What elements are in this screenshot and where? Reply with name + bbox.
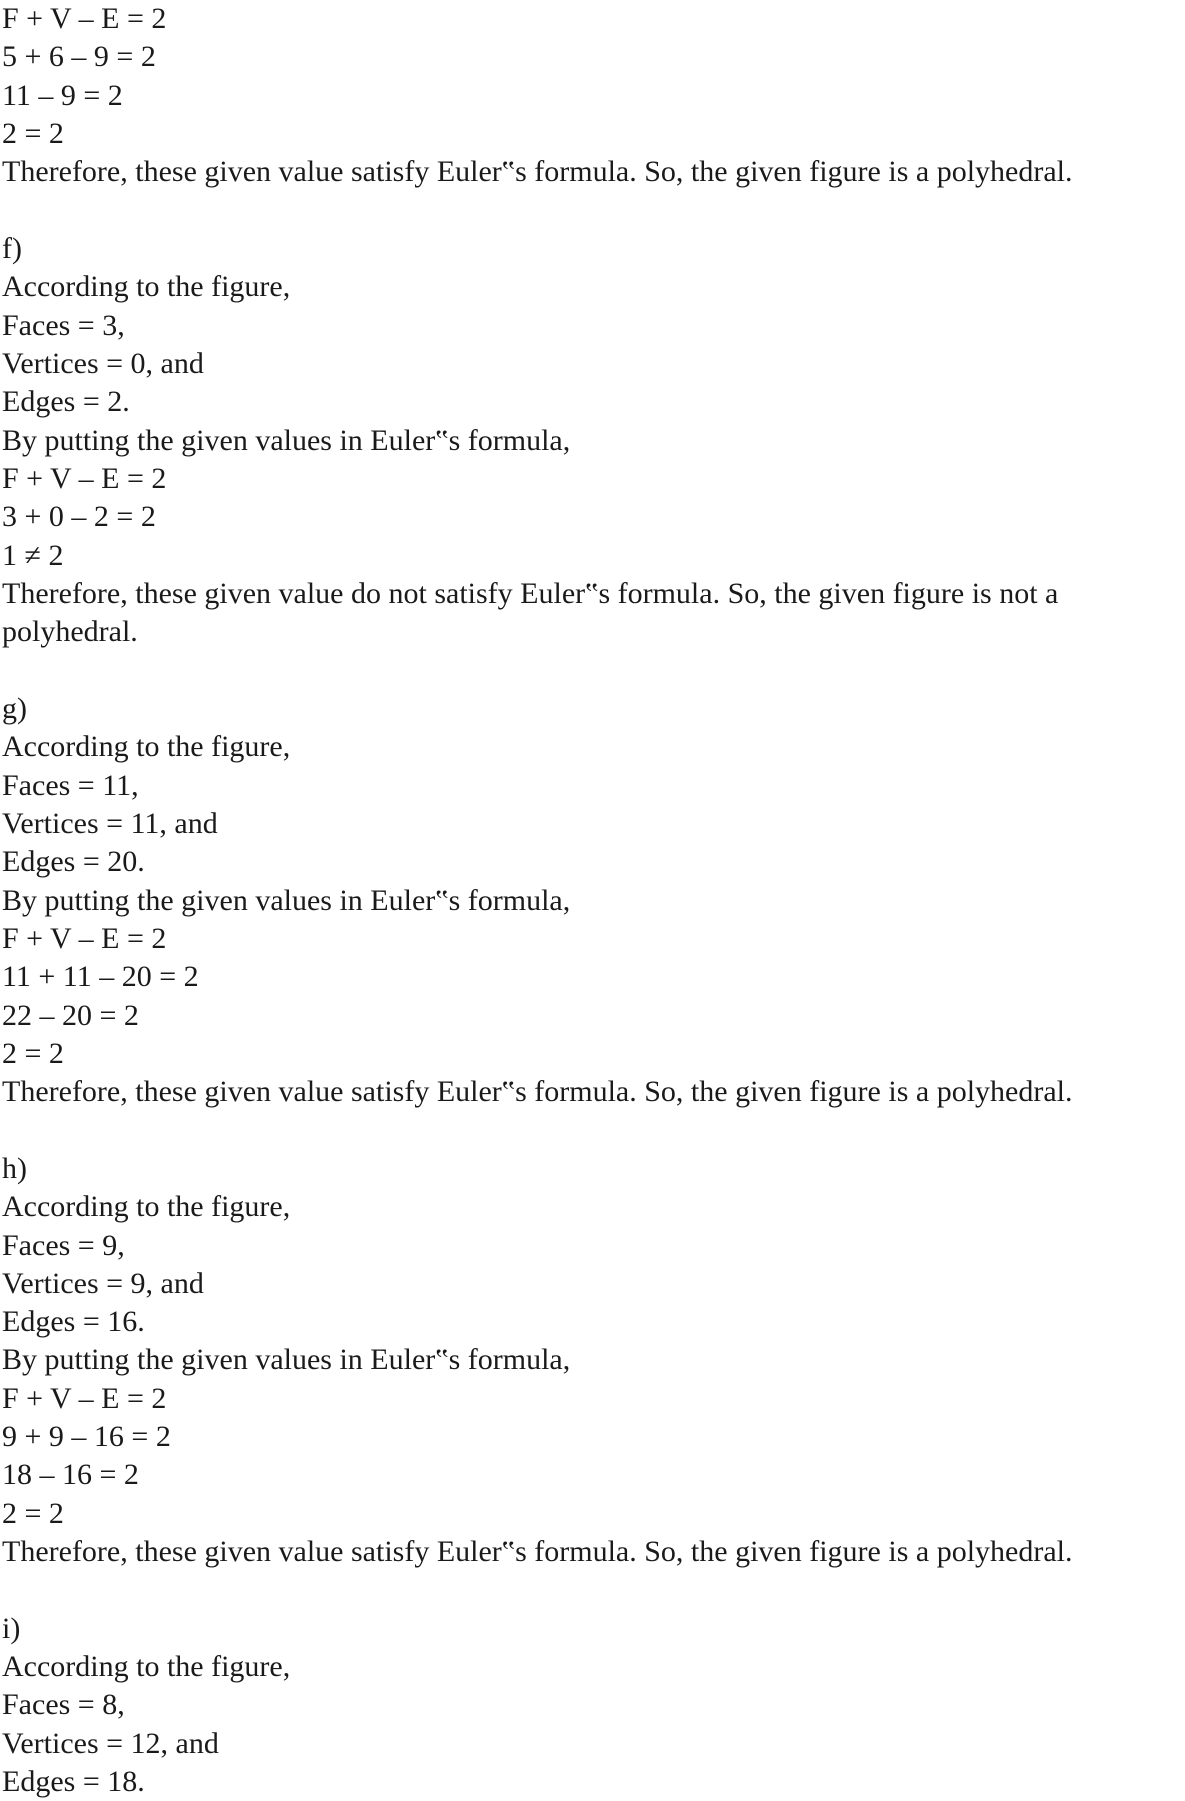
faces-line: Faces = 8, [2, 1688, 125, 1722]
edges-line: Edges = 2. [2, 385, 130, 419]
formula-line: F + V – E = 2 [2, 1381, 167, 1415]
formula-line: 18 – 16 = 2 [2, 1458, 139, 1492]
formula-line: 2 = 2 [2, 1036, 64, 1070]
method-line: By putting the given values in Euler‟s formula, [2, 423, 571, 457]
part-label-i: i) [2, 1611, 21, 1645]
intro-line: According to the figure, [2, 270, 291, 304]
formula-line: 1 ≠ 2 [2, 538, 64, 572]
part-label-h: h) [2, 1151, 27, 1185]
vertices-line: Vertices = 9, and [2, 1266, 204, 1300]
part-label-g: g) [2, 691, 27, 725]
conclusion-line-continued: polyhedral. [2, 615, 138, 649]
formula-line: 2 = 2 [2, 116, 64, 150]
formula-line: F + V – E = 2 [2, 921, 167, 955]
faces-line: Faces = 11, [2, 768, 139, 802]
conclusion-line: Therefore, these given value satisfy Euler‟s formula. So, the given figure is a polyhedral. [2, 155, 1073, 189]
spacer [0, 192, 1185, 230]
formula-line: 5 + 6 – 9 = 2 [2, 40, 156, 74]
spacer [0, 652, 1185, 690]
spacer [0, 1112, 1185, 1150]
method-line: By putting the given values in Euler‟s formula, [2, 883, 571, 917]
conclusion-line: Therefore, these given value satisfy Euler‟s formula. So, the given figure is a polyhedral. [2, 1075, 1073, 1109]
faces-line: Faces = 3, [2, 308, 125, 342]
formula-line: 11 – 9 = 2 [2, 78, 123, 112]
vertices-line: Vertices = 12, and [2, 1726, 219, 1760]
part-label-f: f) [2, 231, 22, 265]
formula-line: 9 + 9 – 16 = 2 [2, 1420, 171, 1454]
method-line: By putting the given values in Euler‟s formula, [2, 1343, 571, 1377]
conclusion-line: Therefore, these given value do not satisfy Euler‟s formula. So, the given figure is not a [2, 576, 1059, 610]
spacer [0, 1571, 1185, 1609]
formula-line: 3 + 0 – 2 = 2 [2, 500, 156, 534]
formula-line: 2 = 2 [2, 1496, 64, 1530]
conclusion-line: Therefore, these given value satisfy Euler‟s formula. So, the given figure is a polyhedral. [2, 1535, 1073, 1569]
vertices-line: Vertices = 0, and [2, 346, 204, 380]
edges-line: Edges = 20. [2, 845, 145, 879]
edges-line: Edges = 16. [2, 1305, 145, 1339]
intro-line: According to the figure, [2, 730, 291, 764]
formula-line: F + V – E = 2 [2, 2, 167, 35]
edges-line: Edges = 18. [2, 1765, 145, 1799]
vertices-line: Vertices = 11, and [2, 806, 218, 840]
formula-line: F + V – E = 2 [2, 461, 167, 495]
formula-line: 22 – 20 = 2 [2, 998, 139, 1032]
intro-line: According to the figure, [2, 1650, 291, 1684]
formula-line: 11 + 11 – 20 = 2 [2, 960, 199, 994]
intro-line: According to the figure, [2, 1190, 291, 1224]
faces-line: Faces = 9, [2, 1228, 125, 1262]
